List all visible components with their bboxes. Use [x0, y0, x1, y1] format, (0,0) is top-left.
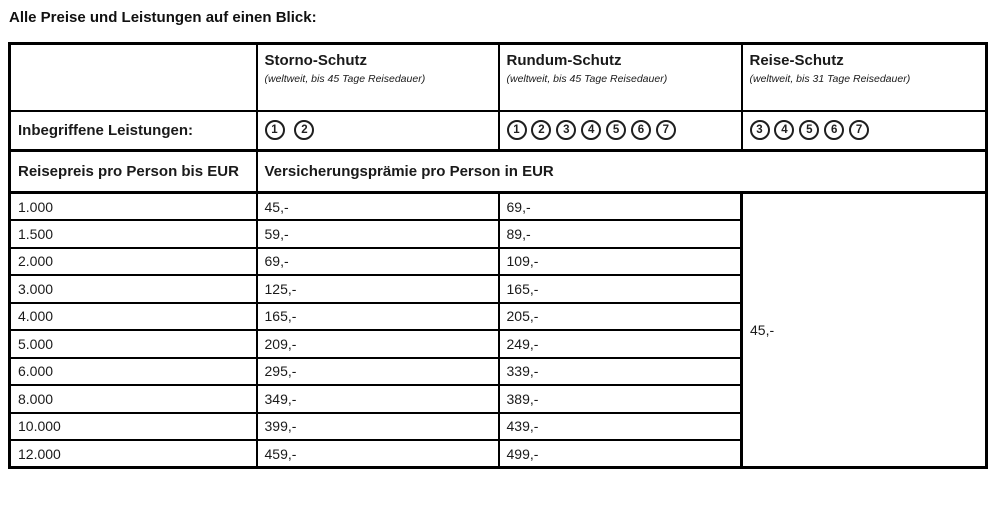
- benefit-number-icon: 6: [631, 120, 651, 140]
- product-subtitle: (weltweit, bis 45 Tage Reisedauer): [506, 72, 668, 85]
- storno-price-cell: 69,-: [257, 248, 499, 276]
- storno-price-cell: 45,-: [257, 193, 499, 221]
- product-name: Rundum-Schutz: [506, 52, 622, 69]
- rundum-price-cell: 109,-: [499, 248, 742, 276]
- trip-price-cell: 8.000: [10, 385, 257, 413]
- price-row: [10, 193, 987, 221]
- storno-price-cell: 59,-: [257, 220, 499, 248]
- product-subtitle: (weltweit, bis 31 Tage Reisedauer): [749, 72, 911, 85]
- benefits-row: [10, 111, 987, 151]
- product-header-reise: [742, 44, 987, 111]
- benefit-number-icon: 7: [656, 120, 676, 140]
- rundum-price-cell: 69,-: [499, 193, 742, 221]
- reise-price-cell: 45,-: [742, 193, 987, 468]
- premium-header-row: [10, 151, 987, 193]
- benefit-number-icon: 6: [824, 120, 844, 140]
- rundum-price-cell: 499,-: [499, 440, 742, 468]
- rundum-price-cell: 165,-: [499, 275, 742, 303]
- premium-row-label: Versicherungsprämie pro Person in EUR: [257, 151, 987, 193]
- storno-price-cell: 349,-: [257, 385, 499, 413]
- benefit-number-icon: 4: [774, 120, 794, 140]
- benefit-number-icon: 3: [750, 120, 770, 140]
- benefits-rundum-cell: [499, 111, 742, 151]
- benefits-storno-cell: [257, 111, 499, 151]
- trip-price-cell: 1.500: [10, 220, 257, 248]
- trip-price-cell: 10.000: [10, 413, 257, 441]
- product-header-storno: [257, 44, 499, 111]
- rundum-price-cell: 89,-: [499, 220, 742, 248]
- benefit-number-icon: 1: [507, 120, 527, 140]
- trip-price-cell: 4.000: [10, 303, 257, 331]
- benefit-number-icon: 3: [556, 120, 576, 140]
- benefit-number-icon: 2: [294, 120, 314, 140]
- rundum-price-cell: 249,-: [499, 330, 742, 358]
- benefit-number-icon: 4: [581, 120, 601, 140]
- benefit-number-icon: 5: [606, 120, 626, 140]
- empty-header-cell: [10, 44, 257, 111]
- trip-price-cell: 6.000: [10, 358, 257, 386]
- trip-price-cell: 2.000: [10, 248, 257, 276]
- rundum-price-cell: 339,-: [499, 358, 742, 386]
- storno-price-cell: 399,-: [257, 413, 499, 441]
- trip-price-cell: 1.000: [10, 193, 257, 221]
- table-header-row: [10, 44, 987, 111]
- benefit-number-icon: 5: [799, 120, 819, 140]
- page-title: Alle Preise und Leistungen auf einen Blick:: [9, 9, 317, 26]
- benefits-reise-cell: [742, 111, 987, 151]
- trip-price-cell: 3.000: [10, 275, 257, 303]
- benefit-number-icon: 2: [531, 120, 551, 140]
- trip-price-cell: 12.000: [10, 440, 257, 468]
- trip-price-cell: 5.000: [10, 330, 257, 358]
- storno-price-cell: 209,-: [257, 330, 499, 358]
- storno-price-cell: 125,-: [257, 275, 499, 303]
- benefit-number-icon: 1: [265, 120, 285, 140]
- price-column-label: Reisepreis pro Person bis EUR: [10, 151, 257, 193]
- product-name: Reise-Schutz: [749, 52, 844, 69]
- price-table: [8, 42, 988, 469]
- benefits-row-label: Inbegriffene Leistungen:: [10, 111, 257, 151]
- product-name: Storno-Schutz: [264, 52, 367, 69]
- rundum-price-cell: 439,-: [499, 413, 742, 441]
- storno-price-cell: 459,-: [257, 440, 499, 468]
- product-subtitle: (weltweit, bis 45 Tage Reisedauer): [264, 72, 426, 85]
- storno-price-cell: 165,-: [257, 303, 499, 331]
- rundum-price-cell: 389,-: [499, 385, 742, 413]
- storno-price-cell: 295,-: [257, 358, 499, 386]
- benefit-number-icon: 7: [849, 120, 869, 140]
- rundum-price-cell: 205,-: [499, 303, 742, 331]
- product-header-rundum: [499, 44, 742, 111]
